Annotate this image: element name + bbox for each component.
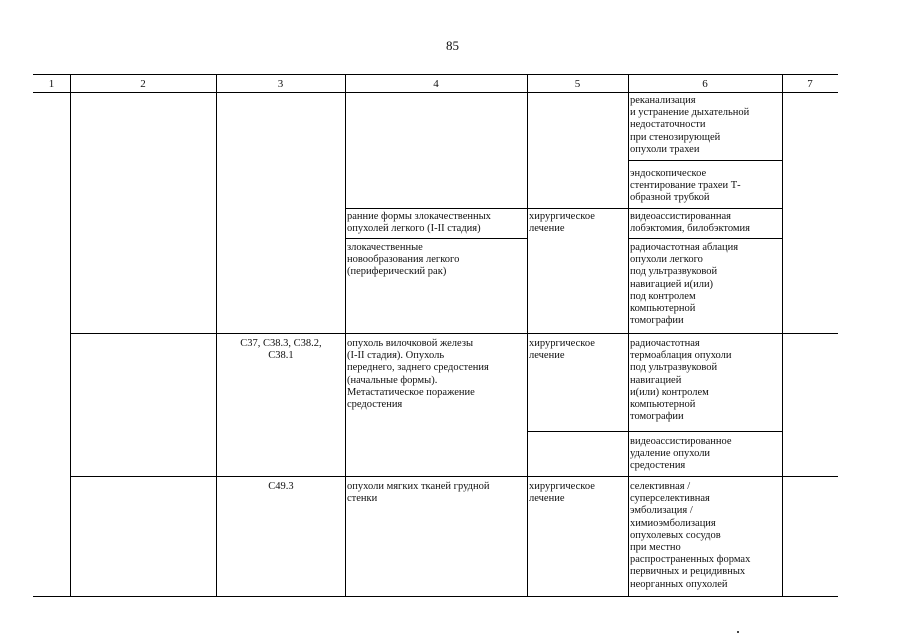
method-video-mediastinal-removal: видеоассистированное удаление опухоли средостения <box>630 436 732 472</box>
treatment-type-surgical: хирургическое лечение <box>529 211 595 235</box>
icd-code-chest-wall: C49.3 <box>268 481 294 492</box>
method-recanalization: реканализация и устранение дыхательной недостаточности при стенозирующей опухоли трахеи <box>630 95 750 155</box>
disease-peripheral-lung-cancer: злокачественные новообразования легкого (периферический рак) <box>347 242 460 278</box>
header-col-5: 5 <box>574 78 581 90</box>
method-embolization: селективная / суперселективная эмболизация / химиоэмболизация опухолевых сосудов при местно распространенных формах первичных и рецидивных неорганных опухолей <box>630 481 751 590</box>
page-number: 85 <box>446 38 459 53</box>
treatment-type-surgical: хирургическое лечение <box>529 481 595 505</box>
method-rf-ablation-lung: радиочастотная аблация опухоли легкого под ультразвуковой навигацией и(или) под контролем компьютерной томографии <box>630 242 739 327</box>
header-col-7: 7 <box>807 78 813 90</box>
disease-chest-wall-soft-tissue: опухоли мягких тканей грудной стенки <box>347 481 490 505</box>
header-col-4: 4 <box>433 78 439 90</box>
treatment-type-surgical: хирургическое лечение <box>529 338 595 362</box>
method-tracheal-stenting: эндоскопическое стентирование трахеи Т- образной трубкой <box>630 168 741 204</box>
header-col-6: 6 <box>702 78 708 90</box>
icd-codes-mediastinum: C37, C38.3, C38.2, C38.1 <box>240 338 322 362</box>
disease-early-lung-cancer: ранние формы злокачественных опухолей легкого (I-II стадия) <box>347 211 491 235</box>
method-video-lobectomy: видеоассистированная лобэктомия, билобэктомия <box>630 211 751 235</box>
header-col-3: 3 <box>277 78 284 90</box>
header-col-2: 2 <box>140 78 146 90</box>
method-rf-thermoablation: радиочастотная термоаблация опухоли под ультразвуковой навигацией и(или) контролем компьютерной томографии <box>630 338 732 423</box>
header-col-1: 1 <box>48 78 55 90</box>
disease-thymus-mediastinum: опухоль вилочковой железы (I-II стадия). Опухоль переднего, заднего средостения (начальные формы). Метастатическое поражение средостения <box>347 338 489 411</box>
scan-speck <box>737 631 739 633</box>
